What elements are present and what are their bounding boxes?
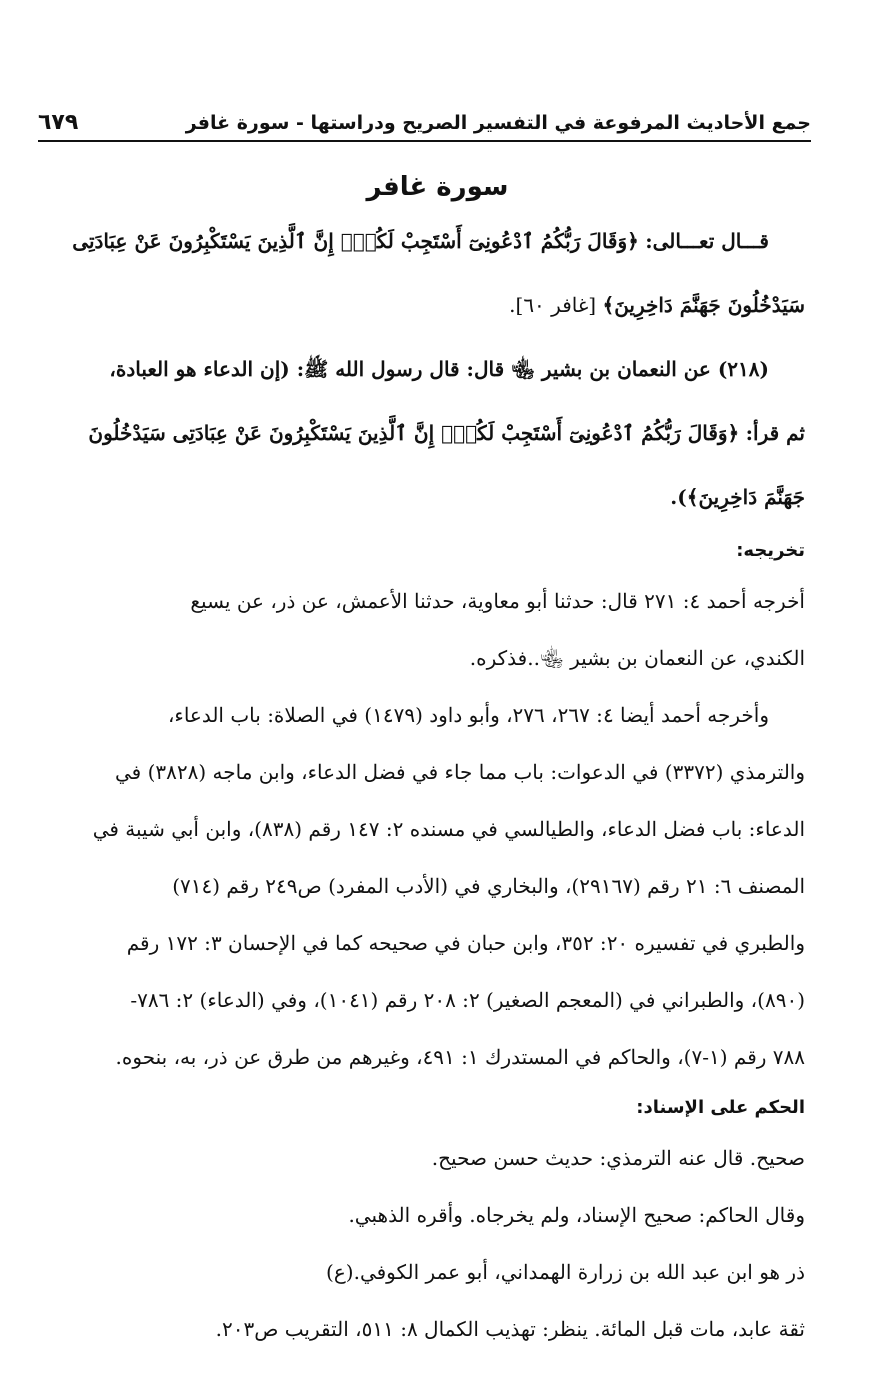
running-header — [38, 110, 811, 144]
hadith-quran-1: ﴿وَقَالَ رَبُّكُمُ ٱدْعُونِىٓ أَسْتَجِبْ لَكُمْۚ إِنَّ ٱلَّذِينَ يَسْتَكْبِرُونَ عَنْ عِبَادَتِى سَيَدْخُلُونَ — [88, 421, 740, 445]
verse-reference: [غافر ٦٠]. — [509, 293, 597, 317]
hukm-line: ثقة عابد، مات قبل المائة. ينظر: تهذيب الكمال ٨: ٥١١، التقريب ص٢٠٣. — [215, 1317, 805, 1341]
verse-quran-2: سَيَدْخُلُونَ جَهَنَّمَ دَاخِرِينَ﴾ — [602, 293, 805, 317]
verse-quran-1: ﴿وَقَالَ رَبُّكُمُ ٱدْعُونِىٓ أَسْتَجِبْ لَكُمْۚ إِنَّ ٱلَّذِينَ يَسْتَكْبِرُونَ عَنْ عِبَادَتِى — [72, 229, 639, 253]
takhrij-line: الدعاء: باب فضل الدعاء، والطيالسي في مسنده ٢: ١٤٧ رقم (٨٣٨)، وابن أبي شيبة في — [92, 817, 805, 841]
takhrij-line: أخرجه أحمد ٤: ٢٧١ قال: حدثنا أبو معاوية، حدثنا الأعمش، عن ذر، عن يسيع — [190, 589, 805, 613]
takhrij-line: وأخرجه أحمد أيضا ٤: ٢٦٧، ٢٧٦، وأبو داود (١٤٧٩) في الصلاة: باب الدعاء، — [167, 703, 769, 727]
hadith-end: ). — [670, 485, 687, 509]
hadith-intro: ثم قرأ: — [745, 421, 805, 445]
verse-line-1 — [70, 209, 805, 273]
takhrij-line: ٧٨٨ رقم (١-٧)، والحاكم في المستدرك ١: ٤٩١، وغيرهم من طرق عن ذر، به، بنحوه. — [115, 1045, 805, 1069]
header-divider — [38, 140, 811, 142]
hadith-quran-2: جَهَنَّمَ دَاخِرِينَ﴾ — [686, 485, 805, 509]
hadith-line-3 — [70, 465, 805, 529]
surah-title: سورة غافر — [366, 172, 509, 202]
verse-intro: قـــال تعـــالى: — [645, 229, 769, 253]
page-number: ٦٧٩ — [38, 110, 79, 135]
page-body — [70, 165, 805, 1358]
takhrij-line: المصنف ٦: ٢١ رقم (٢٩١٦٧)، والبخاري في (الأدب المفرد) ص٢٤٩ رقم (٧١٤) — [172, 874, 805, 898]
hukm-heading: الحكم على الإسناد: — [636, 1097, 805, 1118]
verse-line-2 — [70, 273, 805, 337]
header-title: جمع الأحاديث المرفوعة في التفسير الصريح ودراستها - سورة غافر — [185, 112, 811, 134]
takhrij-line: (٨٩٠)، والطبراني في (المعجم الصغير) ٢: ٢٠٨ رقم (١٠٤١)، وفي (الدعاء) ٢: ٧٨٦- — [130, 988, 805, 1012]
takhrij-line: الكندي، عن النعمان بن بشير ﵄..فذكره. — [469, 646, 805, 670]
hadith-line-1: (٢١٨) عن النعمان بن بشير ﵄ قال: قال رسول الله ﷺ: (إن الدعاء هو العبادة، — [109, 357, 769, 381]
hukm-line: وقال الحاكم: صحيح الإسناد، ولم يخرجاه. وأقره الذهبي. — [348, 1203, 805, 1227]
hadith-line-2 — [70, 401, 805, 465]
hukm-line: صحيح. قال عنه الترمذي: حديث حسن صحيح. — [431, 1146, 805, 1170]
takhrij-line: والترمذي (٣٣٧٢) في الدعوات: باب مما جاء في فضل الدعاء، وابن ماجه (٣٨٢٨) في — [115, 760, 805, 784]
hukm-line: ذر هو ابن عبد الله بن زرارة الهمداني، أبو عمر الكوفي.(ع) — [326, 1260, 805, 1284]
takhrij-line: والطبري في تفسيره ٢٠: ٣٥٢، وابن حبان في صحيحه كما في الإحسان ٣: ١٧٢ رقم — [126, 931, 805, 955]
takhrij-heading: تخريجه: — [736, 540, 805, 561]
